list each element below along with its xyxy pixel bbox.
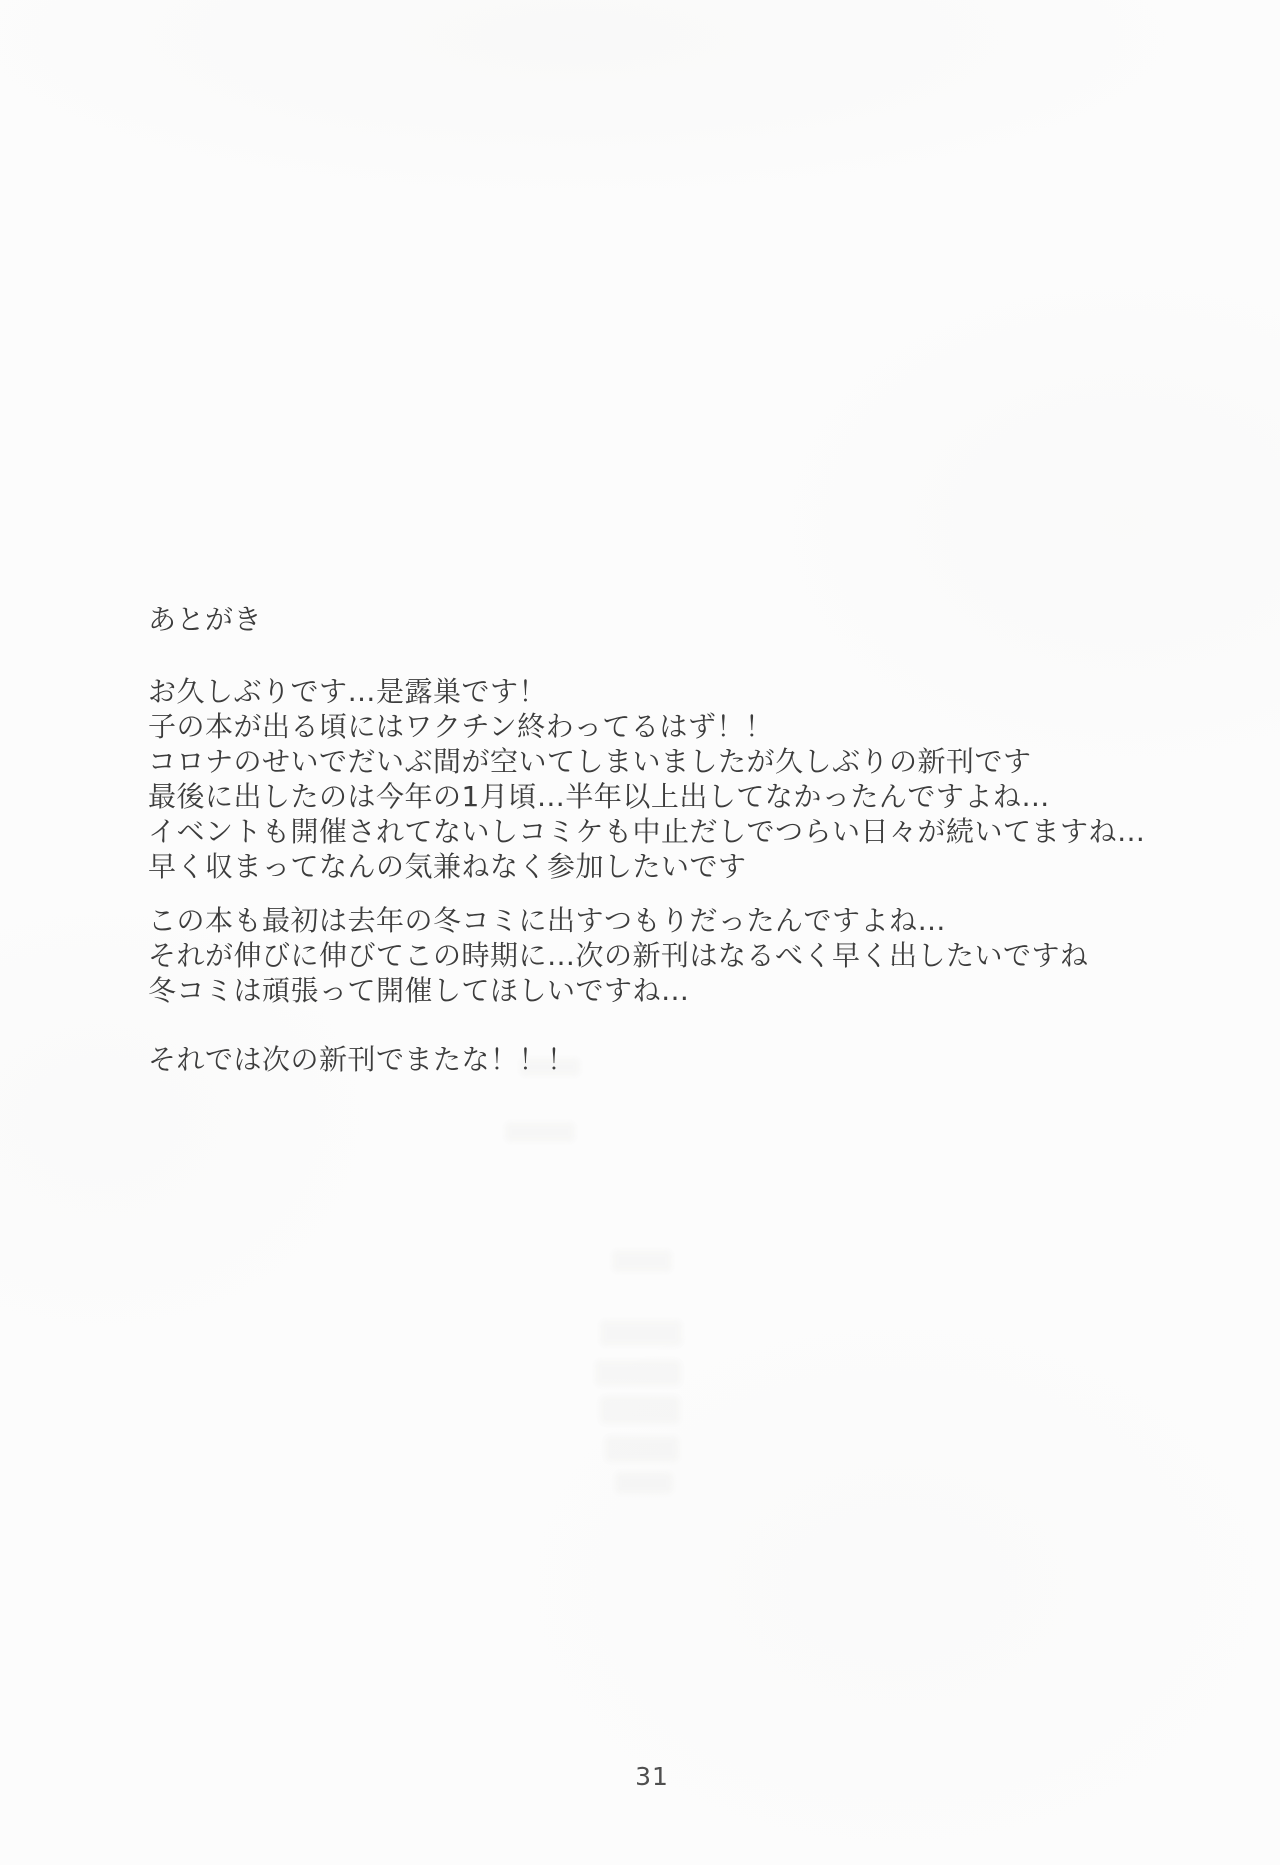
afterword-p1-line1: お久しぶりです…是露巣です！ [148,675,548,708]
ink-bleed-through-smudge [600,1396,680,1424]
afterword-p2-line2: それが伸びに伸びてこの時期に…次の新刊はなるべく早く出したいですね [148,939,1089,972]
afterword-p3-line1: それでは次の新刊でまたな！！！ [148,1043,576,1076]
blank-line [148,884,1146,903]
afterword-p2-line1: この本も最初は去年の冬コミに出すつもりだったんですよね… [148,904,947,937]
ink-bleed-through-smudge [520,1058,580,1076]
afterword-p2-line3: 冬コミは頑張って開催してほしいですね… [148,974,690,1007]
afterword-title: あとがき [148,603,263,636]
afterword-p1-line5: イベントも開催されてないしコミケも中止だしでつらい日々が続いてますね… [148,815,1146,848]
afterword-p1-line6: 早く収まってなんの気兼ねなく参加したいです [148,850,747,883]
ink-bleed-through-smudge [595,1360,681,1386]
afterword-p1-line3: コロナのせいでだいぶ間が空いてしまいましたが久しぶりの新刊です [148,745,1032,778]
afterword-p1-line4: 最後に出したのは今年の1月頃…半年以上出してなかったんですよね… [148,780,1050,813]
afterword-text-block [148,602,1146,1077]
ink-bleed-through-smudge [612,1250,672,1272]
ink-bleed-through-smudge [605,1436,679,1462]
afterword-p1-line2: 子の本が出る頃にはワクチン終わってるはず！！ [148,710,774,743]
page-number: 31 [635,1762,669,1791]
ink-bleed-through-smudge [505,1122,575,1142]
blank-line [148,637,1146,674]
blank-line [148,1008,1146,1042]
ink-bleed-through-smudge [600,1320,682,1346]
ink-bleed-through-smudge [615,1472,673,1494]
